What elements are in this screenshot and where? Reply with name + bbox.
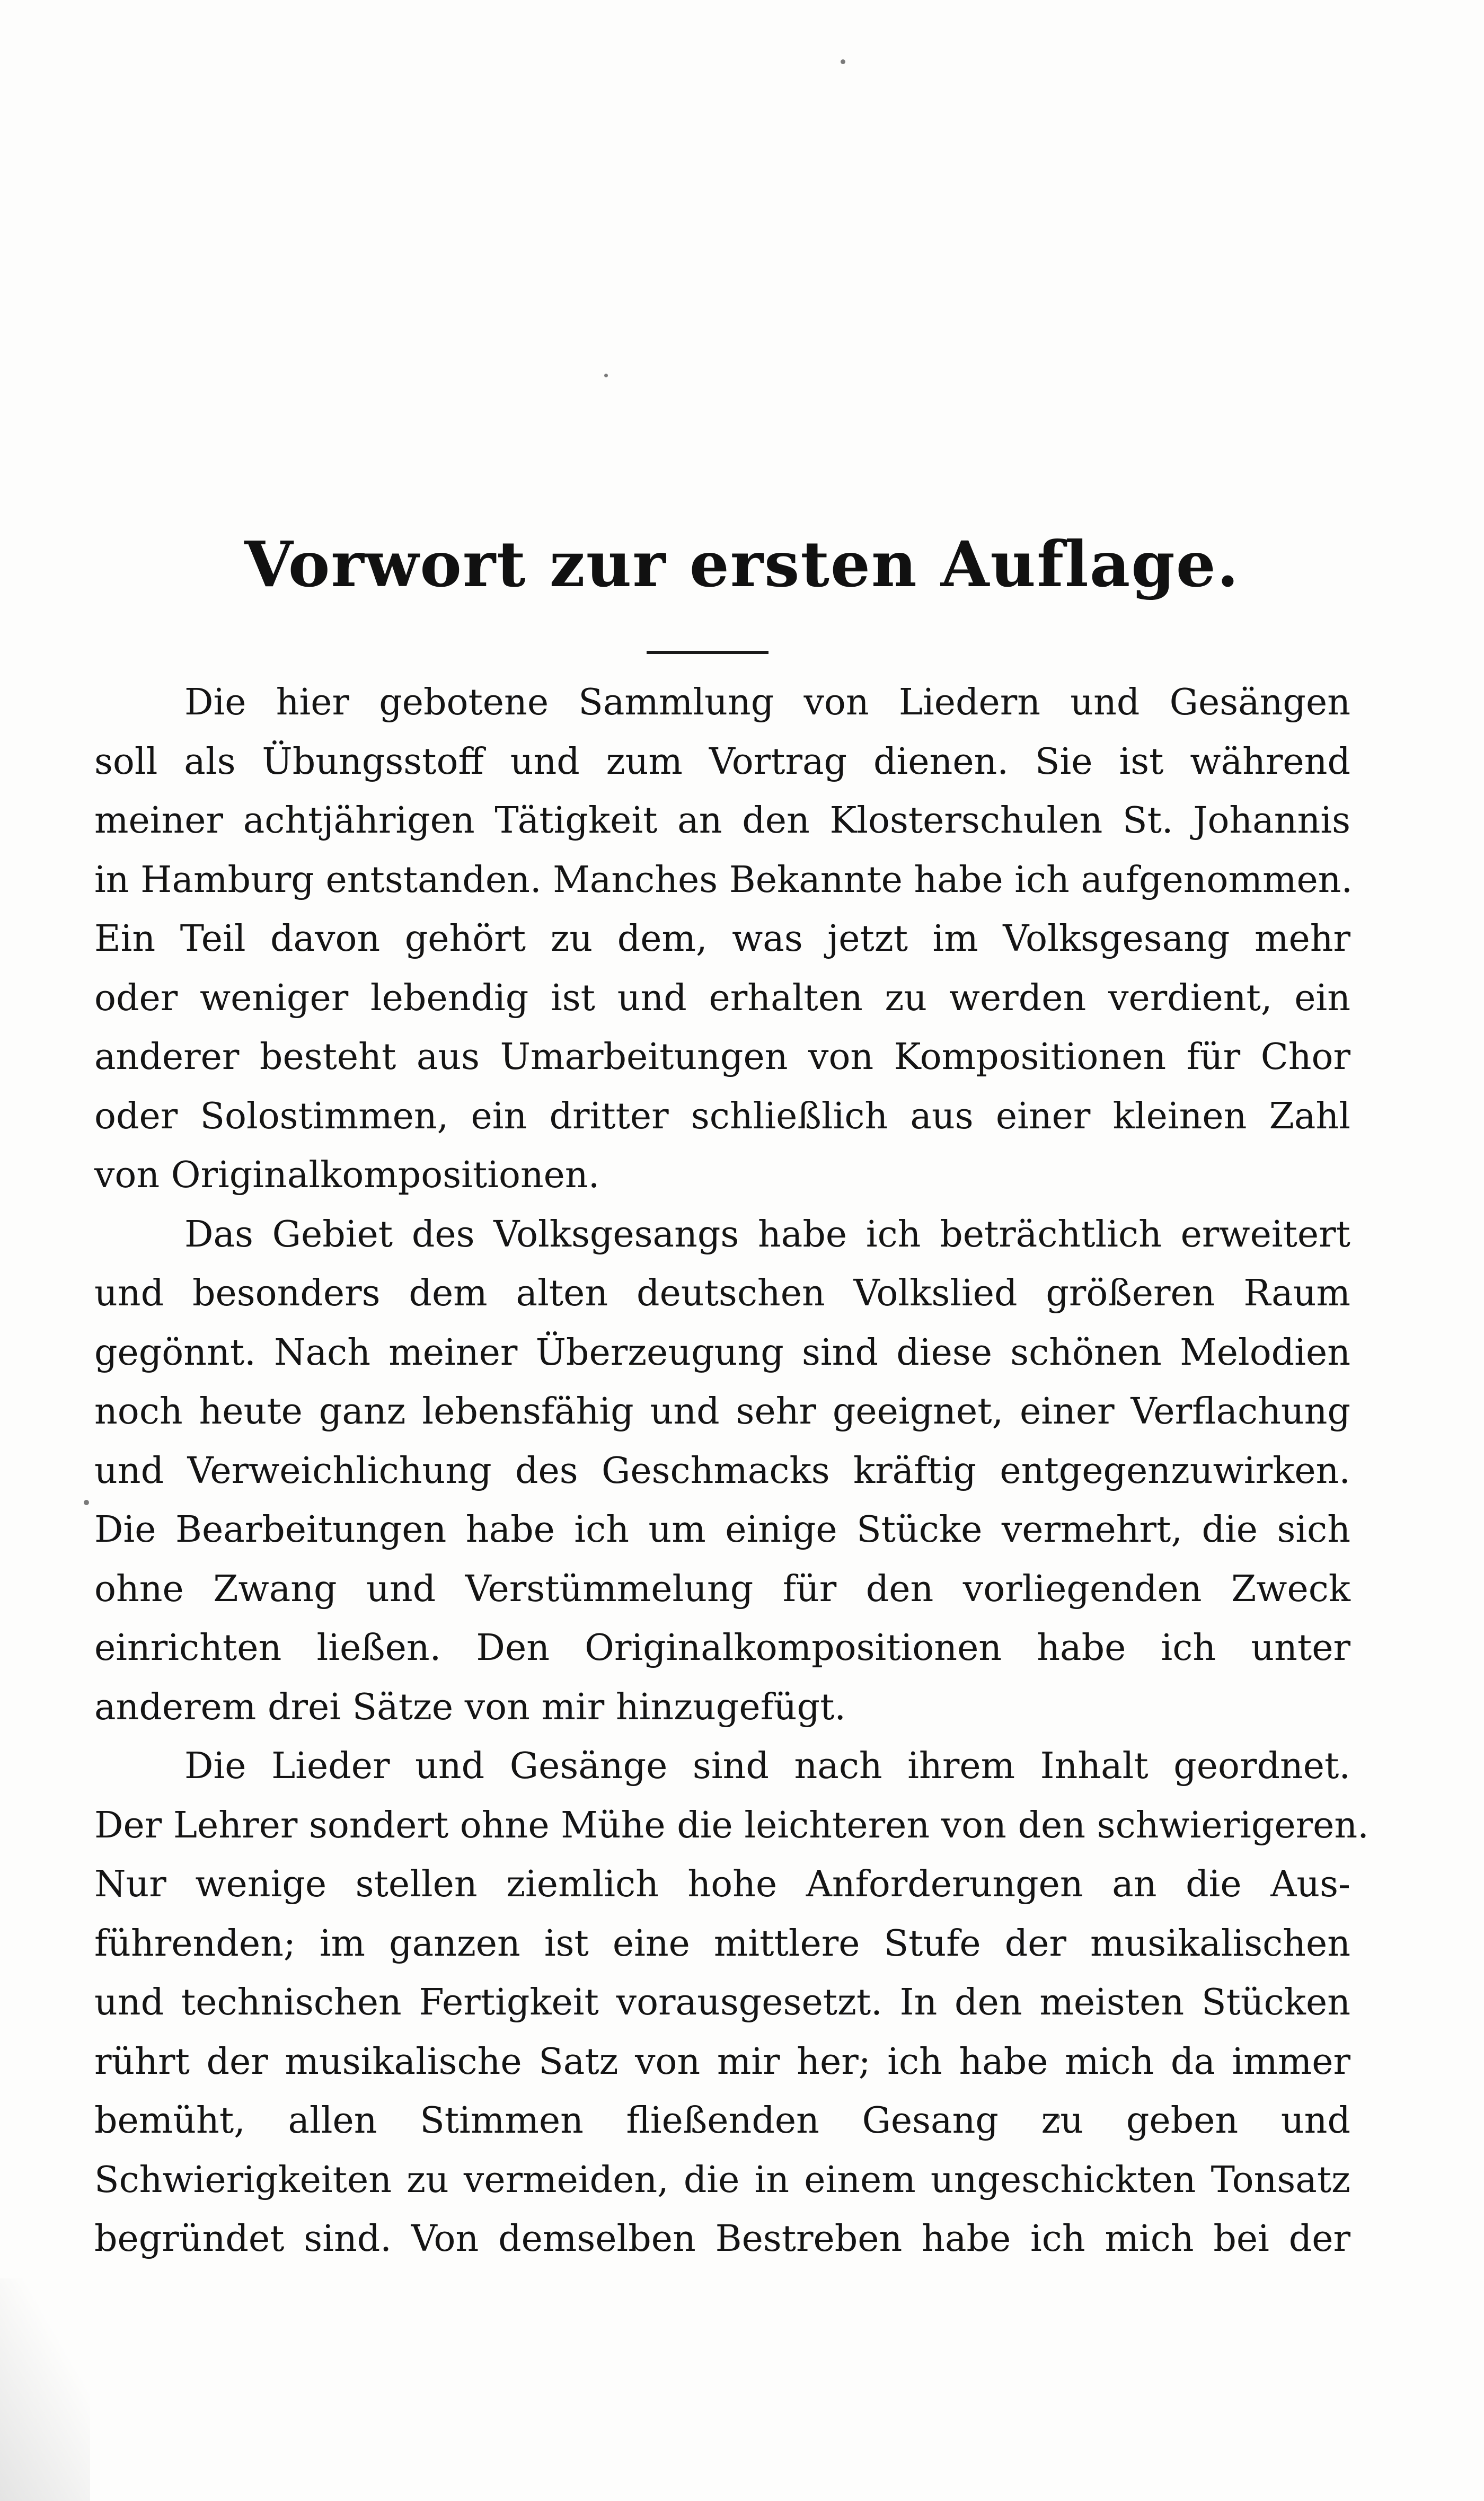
text-line: bemüht, allen Stimmen fließenden Gesang zu geben und [94,2100,1350,2142]
page-edge-shadow [0,2278,90,2501]
title-rule [647,651,768,654]
text-line: Der Lehrer sondert ohne Mühe die leichteren von den schwierigeren. [94,1804,1369,1846]
text-line: Die Bearbeitungen habe ich um einige Stücke vermehrt, die sich [94,1509,1350,1551]
text-line: und Verweichlichung des Geschmacks kräftig entgegenzuwirken. [94,1450,1350,1492]
page-title: Vorwort zur ersten Auflage. [244,527,1240,601]
text-line: anderer besteht aus Umarbeitungen von Kompositionen für Chor [94,1036,1350,1078]
text-line: Die Lieder und Gesänge sind nach ihrem Inhalt geordnet. [184,1745,1350,1787]
preface-text [94,673,1369,2269]
text-line: noch heute ganz lebensfähig und sehr geeignet, einer Verflachung [94,1391,1350,1433]
text-line: anderem drei Sätze von mir hinzugefügt. [94,1686,846,1728]
text-line: rührt der musikalische Satz von mir her; ich habe mich da immer [94,2040,1350,2083]
text-line: gegönnt. Nach meiner Überzeugung sind diese schönen Melodien [94,1331,1350,1374]
text-line: führenden; im ganzen ist eine mittlere Stufe der musikalischen [94,1922,1350,1965]
text-line: ohne Zwang und Verstümmelung für den vorliegenden Zweck [94,1568,1350,1610]
paper-speck [841,59,845,64]
text-line: von Originalkompositionen. [94,1154,600,1196]
text-line: Schwierigkeiten zu vermeiden, die in einem ungeschickten Tonsatz [94,2159,1350,2201]
text-line: einrichten ließen. Den Originalkompositionen habe ich unter [94,1627,1350,1669]
paper-speck [84,1500,89,1505]
text-line: Ein Teil davon gehört zu dem, was jetzt im Volksgesang mehr [94,918,1350,960]
text-line: oder Solostimmen, ein dritter schließlich aus einer kleinen Zahl [94,1095,1350,1137]
text-line: Nur wenige stellen ziemlich hohe Anforderungen an die Aus- [94,1863,1350,1905]
text-line: und technischen Fertigkeit vorausgesetzt. In den meisten Stücken [94,1982,1350,2023]
text-line: und besonders dem alten deutschen Volkslied größeren Raum [94,1272,1350,1314]
paper-speck [604,374,608,377]
text-line: begründet sind. Von demselben Bestreben habe ich mich bei der [94,2218,1350,2260]
text-line: meiner achtjährigen Tätigkeit an den Klosterschulen St. Johannis [94,800,1350,842]
text-line: in Hamburg entstanden. Manches Bekannte habe ich aufgenommen. [94,859,1353,901]
text-line: soll als Übungsstoff und zum Vortrag dienen. Sie ist während [94,740,1350,783]
text-line: Die hier gebotene Sammlung von Liedern und Gesängen [184,682,1350,723]
text-line: oder weniger lebendig ist und erhalten zu werden verdient, ein [94,977,1350,1019]
text-line: Das Gebiet des Volksgesangs habe ich beträchtlich erweitert [184,1213,1350,1256]
